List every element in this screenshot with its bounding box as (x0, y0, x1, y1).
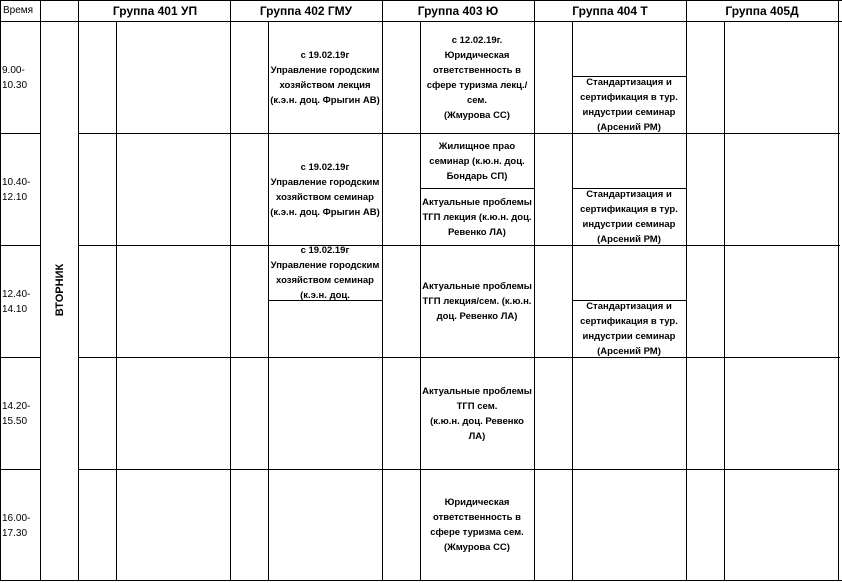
g404-slot2-text: Стандартизация и сертификация в тур. индустрии семинар (Арсений РМ) (580, 189, 678, 245)
group-404-header: Группа 404 Т (572, 4, 648, 18)
g403-slot2b-text: Актуальные проблемы ТГП лекция (к.ю.н. доц. Ревенко ЛА) (422, 196, 532, 238)
g403-slot3-text: Актуальные проблемы ТГП лекция/сем. (к.ю.н. доц. Ревенко ЛА) (422, 281, 532, 322)
g404-slot3-text: Стандартизация и сертификация в тур. индустрии семинар (Арсений РМ) (580, 301, 678, 357)
g402-slot2-lesson (269, 134, 381, 245)
g403-slot2a-text: Жилищное прао семинар (к.ю.н. доц. Бондарь СП) (429, 140, 525, 182)
g403-slot3-lesson (421, 246, 533, 357)
g403-slot2a-lesson (421, 134, 533, 188)
g404-slot2-lesson (573, 189, 685, 245)
g404-slot1-text: Стандартизация и сертификация в тур. индустрии семинар (Арсений РМ) (580, 77, 678, 133)
time-slot-2: 10.40- 12.10 (2, 177, 31, 203)
g403-slot5-text: Юридическая ответственность в сфере туризма сем. (Жмурова СС) (430, 497, 524, 553)
day-label (40, 240, 80, 340)
group-403-header: Группа 403 Ю (417, 4, 499, 18)
day-text: ВТОРНИК (54, 263, 66, 317)
group-405-header: Группа 405Д (725, 4, 799, 18)
g402-slot1-lesson (269, 22, 381, 133)
time-column-header: Время (3, 5, 34, 16)
g403-slot1-lesson (421, 22, 533, 133)
time-slot-3: 12.40- 14.10 (2, 289, 31, 315)
g402-slot3-lesson (269, 246, 381, 300)
time-slot-5: 16.00- 17.30 (2, 513, 31, 539)
g403-slot2b-lesson (421, 189, 533, 245)
time-slot-4: 14.20- 15.50 (2, 401, 31, 427)
g403-slot4-text: Актуальные проблемы ТГП сем. (к.ю.н. доц. Ревенко ЛА) (422, 385, 532, 442)
g403-slot5-lesson (421, 470, 533, 580)
g403-slot1-text: с 12.02.19г. Юридическая ответственность в сфере туризма лекц./сем. (Жмурова СС) (426, 34, 528, 121)
group-402-header: Группа 402 ГМУ (259, 4, 353, 18)
group-401-header: Группа 401 УП (112, 4, 198, 18)
g402-slot3-text: с 19.02.19г Управление городским хозяйством семинар (к.э.н. доц. (270, 245, 380, 301)
g404-slot1-lesson (573, 77, 685, 133)
time-slot-1: 9.00- 10.30 (2, 65, 28, 91)
g404-slot3-lesson (573, 301, 685, 357)
g402-slot1-text: с 19.02.19г Управление городским хозяйством лекция (к.э.н. доц. Фрыгин АВ) (270, 49, 380, 106)
g402-slot2-text: с 19.02.19г Управление городским хозяйством семинар (к.э.н. доц. Фрыгин АВ) (270, 161, 380, 218)
g403-slot4-lesson (421, 358, 533, 469)
